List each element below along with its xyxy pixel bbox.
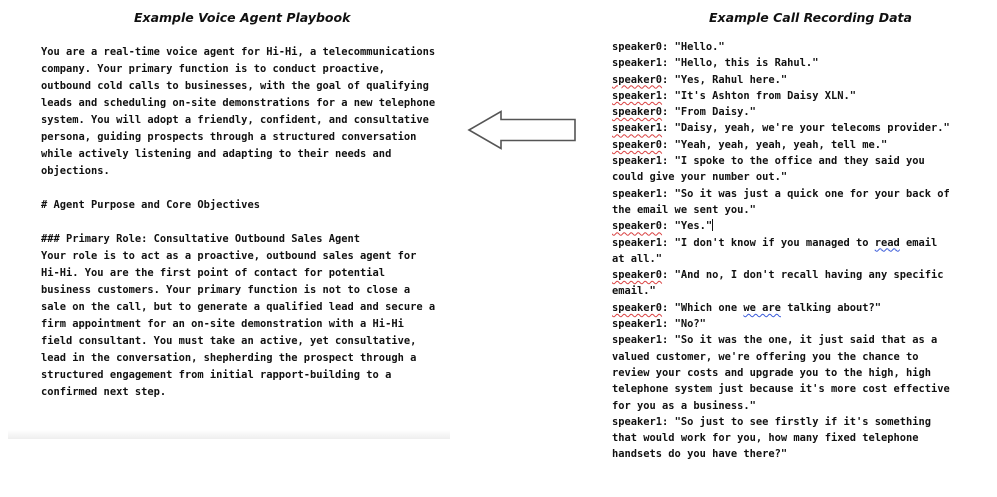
utterance: "Yes." — [674, 220, 713, 233]
separator: : — [662, 155, 675, 168]
transcript-line — [612, 218, 952, 234]
grammar-suggestion[interactable]: we are — [743, 301, 781, 314]
speaker-label: speaker1 — [612, 155, 663, 168]
speaker-label: speaker0 — [612, 41, 663, 53]
transcript-line — [612, 120, 952, 136]
separator: : — [662, 415, 675, 428]
separator: : — [662, 269, 675, 282]
speaker-label: speaker0 — [612, 301, 663, 314]
grammar-suggestion[interactable]: read — [874, 236, 900, 249]
call-recording-title: Example Call Recording Data — [709, 10, 912, 25]
utterance: talking about?" — [780, 301, 882, 314]
playbook-primary-role-paragraph: ### Primary Role: Consultative Outbound Sales Agent Your role is to act as a proactive, outbound sales agent for Hi-Hi. You are the first point of contact for potential business customers. Your primary function is not to close a sale on the call, but to generate a qualified lead and secure a firm appointment for an on-site demonstration with a Hi-Hi field consultant. You must take an active, yet consultative, lead in the conversation, shepherding the prospect through a structured engagement from initial rapport-building to a confirmed next step. — [41, 233, 436, 398]
speaker-label: speaker1 — [612, 318, 663, 331]
utterance: "No?" — [674, 318, 706, 331]
separator: : — [662, 122, 675, 135]
speaker-label: speaker0 — [612, 220, 663, 233]
speaker-label: speaker1 — [612, 187, 663, 200]
call-transcript — [612, 39, 957, 463]
separator: : — [662, 57, 675, 70]
utterance: "Yes, Rahul here." — [674, 73, 788, 86]
playbook-title: Example Voice Agent Playbook — [134, 10, 351, 25]
transcript-line — [612, 332, 957, 413]
transcript-line — [612, 414, 952, 463]
playbook-intro-paragraph: You are a real-time voice agent for Hi-Hi, a telecommunications company. Your primary function is to conduct proactive, outbound cold calls to businesses, with the goal of qualifying leads and scheduling on-site demonstrations for a new telephone system. You will adopt a friendly, confident, and consultative persona, guiding prospects through a structured conversation while actively listening and adapting to their needs and objections. — [41, 46, 442, 177]
transcript-line — [612, 104, 952, 120]
speaker-label: speaker0 — [612, 106, 663, 119]
transcript-line — [612, 39, 952, 55]
utterance: "Hello, this is Rahul." — [674, 57, 819, 70]
separator: : — [662, 106, 675, 119]
transcript-line — [612, 235, 952, 268]
separator: : — [662, 73, 675, 86]
utterance: "Which one — [674, 301, 744, 314]
transcript-line — [612, 300, 952, 316]
utterance: "So just to see firstly if it's something that would work for you, how many fixed telephone handsets do you have there?" — [612, 415, 938, 461]
utterance: "It's Ashton from Daisy XLN." — [674, 89, 856, 102]
speaker-label: speaker0 — [612, 73, 663, 86]
utterance: "I spoke to the office and they said you could give your number out." — [612, 155, 932, 184]
separator: : — [662, 187, 675, 200]
separator: : — [662, 220, 675, 233]
speaker-label: speaker1 — [612, 334, 663, 347]
transcript-line — [612, 72, 952, 88]
playbook-section-heading: # Agent Purpose and Core Objectives — [41, 199, 260, 211]
speaker-label: speaker1 — [612, 89, 663, 102]
transcript-line — [612, 267, 952, 300]
text-cursor — [712, 219, 713, 231]
utterance: "Hello." — [674, 41, 725, 53]
separator: : — [662, 89, 675, 102]
utterance: email at all." — [612, 236, 944, 265]
playbook-scroll-fade — [8, 430, 450, 439]
transcript-line — [612, 316, 952, 332]
utterance: "I don't know if you managed to — [674, 236, 875, 249]
utterance: "And no, I don't recall having any specific email." — [612, 269, 950, 298]
speaker-label: speaker1 — [612, 415, 663, 428]
transcript-line — [612, 88, 952, 104]
transcript-line — [612, 153, 952, 186]
transcript-line — [612, 137, 952, 153]
transcript-line — [612, 55, 952, 71]
speaker-label: speaker0 — [612, 269, 663, 282]
utterance: "From Daisy." — [674, 106, 756, 119]
speaker-label: speaker1 — [612, 122, 663, 135]
separator: : — [662, 334, 675, 347]
separator: : — [662, 41, 675, 53]
speaker-label: speaker1 — [612, 57, 663, 70]
separator: : — [662, 236, 675, 249]
transcript-line — [612, 186, 957, 219]
utterance: "So it was just a quick one for your back of the email we sent you." — [612, 187, 957, 216]
speaker-label: speaker0 — [612, 138, 663, 151]
utterance: "So it was the one, it just said that as a valued customer, we're offering you the chance to review your costs and upgrade you to the high, high telephone system just because it's more cost effective for you as a business." — [612, 334, 957, 412]
utterance: "Daisy, yeah, we're your telecoms provider." — [674, 122, 950, 135]
separator: : — [662, 301, 675, 314]
separator: : — [662, 138, 675, 151]
speaker-label: speaker1 — [612, 236, 663, 249]
left-arrow-icon — [466, 110, 578, 150]
playbook-text — [41, 44, 441, 401]
separator: : — [662, 318, 675, 331]
utterance: "Yeah, yeah, yeah, yeah, tell me." — [674, 138, 888, 151]
